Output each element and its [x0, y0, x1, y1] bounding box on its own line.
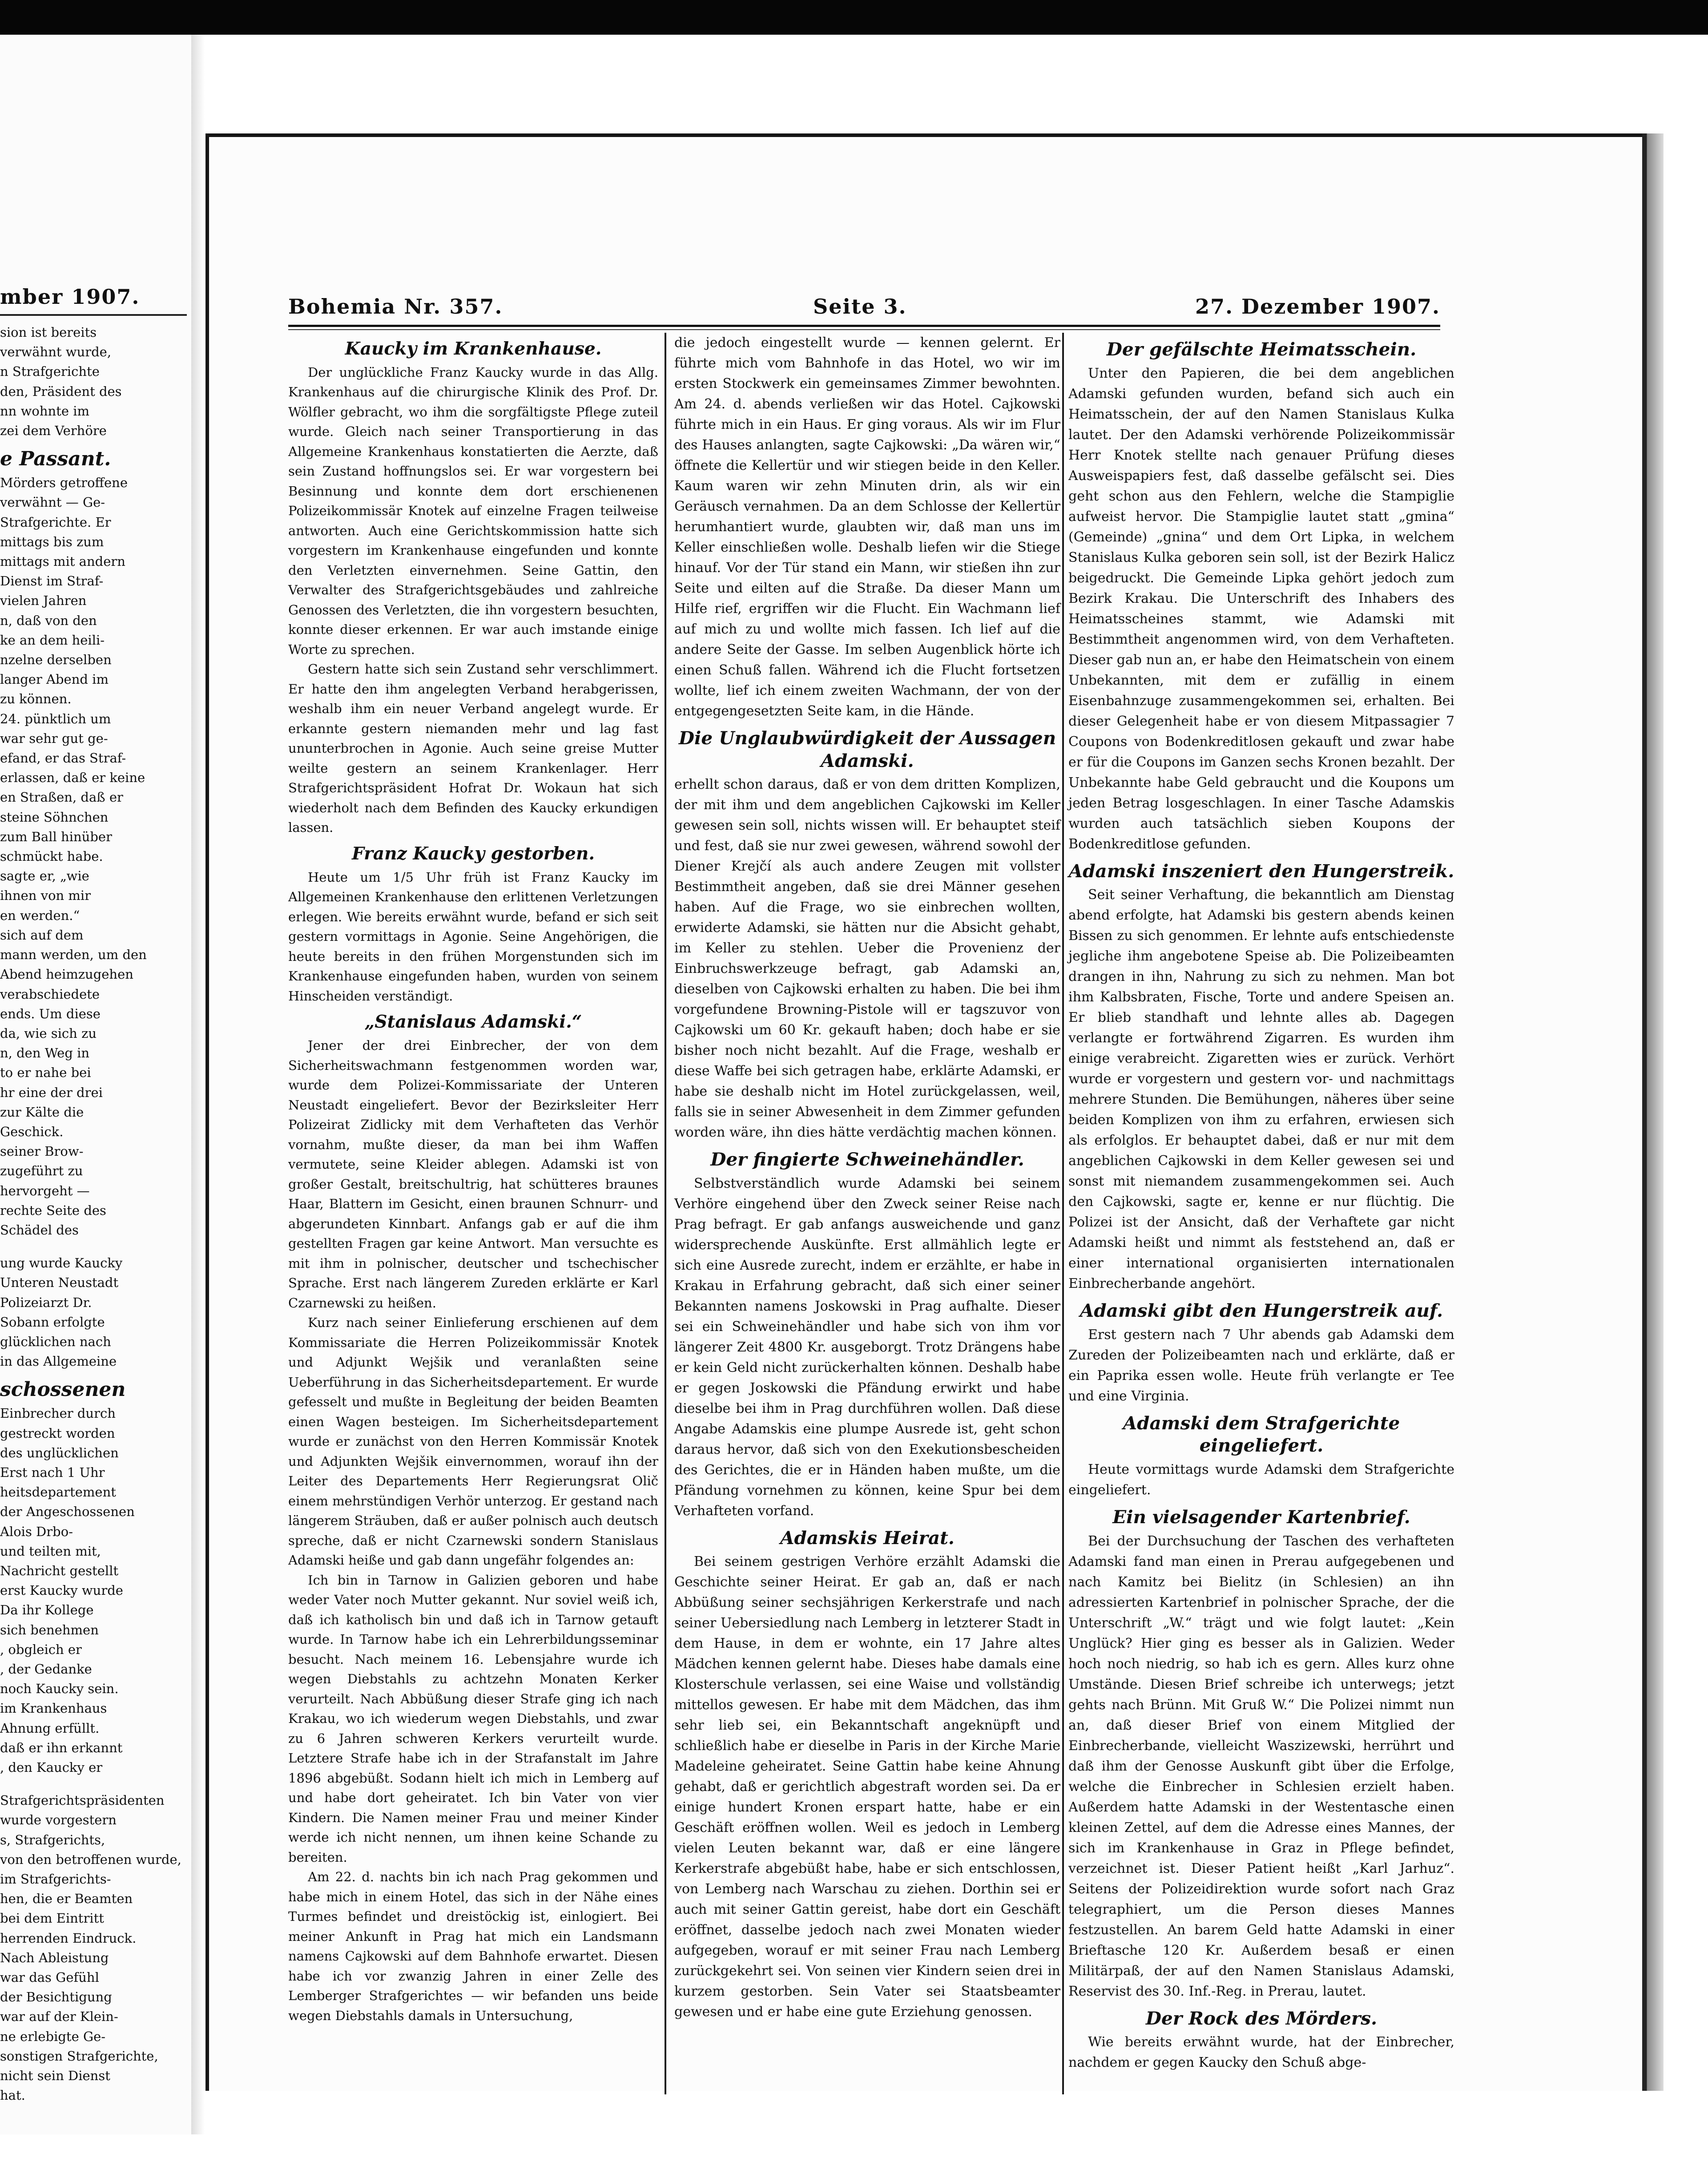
previous-page-text-5: Strafgerichtspräsidenten wurde vorgestern s, Strafgerichts, von den betroffenen wurde, im Strafgerichts- hen, die er Beamten bei dem Eintritt herrenden Eindruck. Nach Ableistung war das Gefühl der Besichtigung war auf der Klein- ne erlebigte Ge- sonstigen Strafgerichte, nicht sein Dienst hat. [0, 1793, 181, 2103]
headline-stanislaus-adamski: „Stanislaus Adamski.“ [364, 1012, 582, 1033]
paragraph: Der unglückliche Franz Kaucky wurde in das Allg. Krankenhaus auf die chirurgische Klinik des Prof. Dr. Wölfler gebracht, wo ihm die sorgfältigste Pflege zuteil wurde. Gleich nach seiner Transportierung in das Allgemeine Krankenhaus konstatierten die Aerzte, daß sein Zustand hoffnungslos sei. Er war vorgestern bei Besinnung und konnte dem dort erschienenen Polizeikommissär Knotek auf einzelne Fragen teilweise antworten. Auch eine Gerichtskommission hatte sich vorgestern im Krankenhause eingefunden und konnte den Verletzten einvernehmen. Seine Gattin, den Verwalter des Strafgerichtsgebäudes und zahlreiche Genossen des Verletzten, die ihn vorgestern besuchten, konnte dieser erkennen. Er war auch imstande einige Worte zu sprechen. [288, 364, 658, 657]
paragraph: Unter den Papieren, die bei dem angeblichen Adamski gefunden wurden, befand sich auch ein Heimatsschein, der auf den Namen Stanislaus Kulka lautet. Der den Adamski verhörende Polizeikommissär Herr Knotek stellte nach genauer Prüfung dieses Ausweispapiers fest, daß dasselbe gefälscht sei. Dies geht schon aus den Fehlern, welche die Stampiglie aufweist hervor. Die Stampiglie lautet statt „gmina“ (Gemeinde) „gnina“ und dem Ort Lipka, in welchem Stanislaus Kulka geboren sein soll, ist der Bezirk Halicz beigedruckt. Die Gemeinde Lipka gehört jedoch zum Bezirk Krakau. Die Unterschrift des Inhabers des Heimatsscheines stammt, wie Adamski mit Bestimmtheit angenommen wird, von dem Verhafteten. Dieser gab nun an, er habe den Heimatschein von einem Unbekannten, mit dem er zufällig in einem Eisenbahnzuge zusammengekommen sei, erhalten. Bei dieser Gelegenheit habe er von diesem Mitpassagier 7 Coupons von Bodenkreditlosen gekauft und zwar habe er für die Coupons im Ganzen sechs Kronen bezahlt. Der Unbekannte habe Geld gebraucht und die Koupons um jeden Betrag losgeschlagen. In einer Tasche Adamskis wurden auch tatsächlich sieben Koupons der Bodenkreditlose gefunden. [1068, 365, 1454, 852]
headline-hungerstreik: Adamski inszeniert den Hungerstreik. [1068, 860, 1454, 882]
paragraph: die jedoch eingestellt wurde — kennen gelernt. Er führte mich vom Bahnhofe in das Hotel, wo wir im ersten Stockwerk ein gemeinsames Zimmer bewohnten. Am 24. d. abends verließen wir das Hotel. Cajkowski führte mich in ein Haus. Er ging voraus. Als wir im Flur des Hauses anlangten, sagte Cajkowski: „Da wären wir,“ öffnete die Kellertür und wir stiegen beide in den Keller. Kaum waren wir zehn Minuten drin, als wir ein Geräusch vernahmen. Da an dem Schlosse der Kellertür herumhantiert wurde, glaubten wir, daß man uns im Keller einschließen wolle. Deshalb liefen wir die Stiege hinauf. Vor der Tür stand ein Mann, wir stießen ihn zur Seite und eilten auf die Straße. Da dieser Mann um Hilfe rief, ergriffen wir die Flucht. Ein Wachmann lief auf mich zu und wollte mich fassen. Ich lief auf die andere Seite der Gasse. Im selben Augenblick hörte ich einen Schuß fallen. Während ich die Flucht fortsetzen wollte, lief ich einem zweiten Wachmann, der von der entgegengesetzten Seite kam, in die Hände. [674, 335, 1060, 719]
previous-page-column [0, 323, 187, 2105]
page-date: 27. Dezember 1907. [1195, 294, 1440, 319]
masthead-issue: Bohemia Nr. 357. [288, 294, 503, 319]
paragraph: Bei der Durchsuchung der Taschen des verhafteten Adamski fand man einen in Prerau aufgegebenen und nach Kamitz bei Bielitz (in Schlesien) an ihn adressierten Kartenbrief in polnischer Sprache, der die Unterschrift „W.“ trägt und wie folgt lautet: „Kein Unglück? Hier ging es besser als in Galizien. Weder hoch noch niedrig, so hab ich es gern. Alles kurz ohne Umstände. Diesen Brief schreibe ich unterwegs; jetzt gehts nach Brünn. Mit Gruß W.“ Die Polizei nimmt nun an, daß dieser Brief von einem Mitglied der Einbrecherbande, vielleicht Waszizewski, herrührt und daß ihm der Genosse Auskunft gibt über die Erfolge, welche die Einbrecher in Schlesien erzielt haben. Außerdem hatte Adamski in der Westentasche einen kleinen Zettel, auf dem die Adresse eines Mannes, der sich im Krankenhause in Graz in Pflege befindet, verzeichnet ist. Dieser Patient heißt „Karl Jarhuz“. Seitens der Polizeidirektion wurde sofort nach Graz telegraphiert, um die Person dieses Mannes festzustellen. An barem Geld hatte Adamski in einer Brieftasche 120 Kr. Außerdem besaß er einen Militärpaß, der auf den Namen Stanislaus Adamski, Reservist des 30. Inf.-Reg. in Prerau, lautet. [1068, 1533, 1454, 1999]
paragraph: Heute vormittags wurde Adamski dem Strafgerichte eingeliefert. [1068, 1461, 1454, 1498]
article-column-3 [1068, 333, 1454, 2073]
previous-page-text-4: Einbrecher durch gestreckt worden des unglücklichen Erst nach 1 Uhr heitsdepartement der Angeschossenen Alois Drbo- und teilten mit, Nachricht gestellt erst Kaucky wurde Da ihr Kollege sich benehmen , obgleich er , der Gedanke noch Kaucky sein. im Krankenhaus Ahnung erfüllt. daß er ihn erkannt , den Kaucky er [0, 1406, 135, 1775]
column-rule-2 [1062, 333, 1064, 2094]
paragraph: Erst gestern nach 7 Uhr abends gab Adamski dem Zureden der Polizeibeamten nach und erklärte, daß er ein Paprika essen wolle. Heute früh verlangte er Tee und eine Virginia. [1068, 1327, 1454, 1404]
headline-adamskis-heirat: Adamskis Heirat. [780, 1527, 955, 1549]
page-header [288, 294, 1440, 323]
headline-unglaubwuerdigkeit: Die Unglaubwürdigkeit der Aussagen Adamski. [678, 727, 1056, 771]
paragraph: Am 22. d. nachts bin ich nach Prag gekommen und habe mich in einem Hotel, das sich in der Nähe eines Turmes befindet und dreistöckig ist, einlogiert. Bei meiner Ankunft in Prag hat mich ein Landsmann namens Cajkowski auf dem Bahnhofe erwartet. Diesen habe ich vor zwanzig Jahren in einer Zelle des Lemberger Strafgerichtes — wir befanden uns beide wegen Diebstahls damals in Untersuchung, [288, 1869, 658, 2023]
headline-schweinehaendler: Der fingierte Schweinehändler. [710, 1149, 1024, 1170]
article-column-1 [288, 333, 658, 2025]
headline-heimatsschein: Der gefälschte Heimatsschein. [1106, 339, 1417, 360]
headline-rock-des-moerders: Der Rock des Mörders. [1145, 2007, 1378, 2029]
scanner-top-band [0, 0, 1708, 35]
article-column-2 [674, 333, 1060, 2022]
headline-kaucky-gestorben: Franz Kaucky gestorben. [351, 843, 595, 864]
previous-page-text-2: Mörders getroffene verwähnt — Ge- Strafgerichte. Er mittags bis zum mittags mit andern Dienst im Straf- vielen Jahren n, daß von den ke an dem heili- nzelne derselben langer Abend im zu können. 24. pünktlich um war sehr gut ge- efand, er das Straf- erlassen, daß er keine en Straßen, daß er steine Söhnchen zum Ball hinüber schmückt habe. sagte er, „wie ihnen von mir en werden.“ sich auf dem mann werden, um den Abend heimzugehen verabschiedete ends. Um diese da, wie sich zu n, den Weg in to er nahe bei hr eine der drei zur Kälte die Geschick. seiner Brow- zugeführt zu hervorgeht — rechte Seite des Schädel des [0, 475, 147, 1238]
previous-page-header-rule [0, 314, 187, 316]
column-rule-1 [665, 333, 666, 2094]
paragraph: Kurz nach seiner Einlieferung erschienen auf dem Kommissariate die Herren Polizeikommissär Knotek und Adjunkt Wejšik und veranlaßten seine Ueberführung in das Sicherheitsdepartement. Er wurde gefesselt und mußte in Begleitung der beiden Beamten einen Wagen besteigen. Im Sicherheitsdepartement wurde er zunächst von den Herren Kommissär Knotek und Adjunkten Wejšik einvernommen, worauf ihn der Leiter des Departements Herr Regierungsrat Olič einem mehrstündigen Verhör unterzog. Er gestand nach längerem Sträuben, daß er außer polnisch auch deutsch spreche, daß er nicht Czarnewski sondern Stanislaus Adamski heiße und gab dann ungefähr folgendes an: [288, 1315, 658, 1568]
headline-hungerstreik-auf: Adamski gibt den Hungerstreik auf. [1080, 1300, 1443, 1322]
headline-strafgericht: Adamski dem Strafgerichte eingeliefert. [1123, 1412, 1400, 1456]
paragraph: Wie bereits erwähnt wurde, hat der Einbrecher, nachdem er gegen Kaucky den Schuß abge- [1068, 2034, 1454, 2071]
previous-page-text-1: sion ist bereits verwähnt wurde, n Strafgerichte den, Präsident des nn wohnte im zei dem Verhöre [0, 325, 122, 439]
paragraph: Selbstverständlich wurde Adamski bei seinem Verhöre eingehend über den Zweck seiner Reise nach Prag befragt. Er gab anfangs ausweichende und ganz widersprechende Auskünfte. Erst allmählich legte er sich eine Ausrede zurecht, indem er erzählte, er habe in Krakau in Erfahrung gebracht, daß sich einer seiner Bekannten namens Joskowski in Prag aufhalte. Dieser sei ein Schweinehändler und habe sich von ihm vor längerer Zeit 4800 Kr. ausgeborgt. Trotz Drängens habe er kein Geld nicht zurückerhalten können. Deshalb habe er gegen Joskowski die Pfändung erwirkt und habe dieselbe bei ihm in Prag durchführen wollen. Daß diese Angabe Adamskis eine plumpe Ausrede ist, geht schon daraus hervor, daß sich von den Exekutionsbescheiden des Gerichtes, die er in Händen haben mußte, um die Pfändung vornehmen zu können, keine Spur bei dem Verhafteten vorfand. [674, 1175, 1060, 1519]
header-rule-thin [288, 329, 1440, 330]
headline-kaucky-krankenhaus: Kaucky im Krankenhause. [345, 339, 602, 359]
paragraph: Heute um 1/5 Uhr früh ist Franz Kaucky im Allgemeinen Krankenhause den erlittenen Verletzungen erlegen. Wie bereits erwähnt wurde, befand er sich seit gestern vormittags in Agonie. Seine Angehörigen, die heute bereits in den frühen Morgenstunden sich im Krankenhause eingefunden haben, wurden von seinem Hinscheiden verständigt. [288, 869, 658, 1004]
page-right-edge [1642, 133, 1664, 2091]
paragraph: Ich bin in Tarnow in Galizien geboren und habe weder Vater noch Mutter gekannt. Nur soviel weiß ich, daß ich katholisch bin und daß ich in Tarnow getauft wurde. In Tarnow habe ich ein Lehrerbildungsseminar besucht. Nach meinem 16. Lebensjahre wurde ich wegen Diebstahls zu achtzehn Monaten Kerker verurteilt. Nach Abbüßung dieser Strafe ging ich nach Krakau, wo ich wiederum wegen Diebstahls, und zwar zu 6 Jahren schweren Kerkers verurteilt wurde. Letztere Strafe habe ich in der Strafanstalt im Jahre 1896 abgebüßt. Sodann hielt ich mich in Lemberg auf und habe dort geheiratet. Ich bin Vater von vier Kindern. Die Namen meiner Frau und meiner Kinder werde ich nicht nennen, um ihnen keine Schande zu bereiten. [288, 1572, 658, 1865]
paragraph: Gestern hatte sich sein Zustand sehr verschlimmert. Er hatte den ihm angelegten Verband herabgerissen, weshalb ihm ein neuer Verband angelegt wurde. Er erkannte gestern niemanden mehr und lag fast ununterbrochen in Agonie. Auch seine greise Mutter weilte gestern an seinem Krankenlager. Herr Strafgerichtspräsident Hofrat Dr. Wokaun hat sich wiederholt nach dem Befinden des Kaucky erkundigen lassen. [288, 661, 658, 835]
previous-page-heading-erschossenen: schossenen [0, 1378, 126, 1401]
paragraph: Seit seiner Verhaftung, die bekanntlich am Dienstag abend erfolgte, hat Adamski bis gestern abends keinen Bissen zu sich genommen. Er lehnte aufs entschiedenste jegliche ihm angebotene Speise ab. Die Polizeibeamten drangen in ihn, Nahrung zu sich zu nehmen. Man bot ihm Kalbsbraten, Fische, Torte und andere Speisen an. Er blieb standhaft und lehnte alles ab. Dagegen verlangte er fortwährend Zigarren. Es wurden ihm einige verabreicht. Zigaretten wies er zurück. Verhört wurde er vorgestern und gestern vor- und nachmittags mehrere Stunden. Die Bemühungen, näheres über seine beiden Komplizen von ihm zu erfahren, erwiesen sich als erfolglos. Er behauptet dabei, daß er nur mit dem angeblichen Cajkowski in dem Keller gewesen sei und sonst mit niemandem zusammengekommen sei. Auch den Cajkowski, sagte er, kenne er nur flüchtig. Die Polizei ist der Ansicht, daß der Verhaftete gar nicht Adamski heißt und nimmt als feststehend an, daß er einer international organisierten internationalen Einbrecherbande angehört. [1068, 887, 1454, 1292]
page-number: Seite 3. [813, 294, 907, 319]
previous-page-heading-passant: e Passant. [0, 448, 111, 471]
headline-kartenbrief: Ein vielsagender Kartenbrief. [1112, 1506, 1410, 1528]
header-rule [288, 325, 1440, 327]
page-gutter-shadow [191, 35, 205, 2134]
paragraph: erhellt schon daraus, daß er von dem dritten Komplizen, der mit ihm und dem angeblichen Cajkowski im Keller gewesen sein soll, nichts wissen will. Er behauptet steif und fest, daß sie nur zwei gewesen, während sowohl der Diener Krejčí als auch andere Zeugen mit vollster Bestimmtheit angeben, daß sie drei Männer gesehen haben. Auf die Frage, wo sie einbrechen wollten, erwiderte Adamski, sie hätten nur die Absicht gehabt, im Keller zu stehlen. Ueber die Provenienz der Einbruchswerkzeuge befragt, gab Adamski an, dieselben von Cajkowski erhalten zu haben. Die bei ihm vorgefundene Browning-Pistole will er tagszuvor von Cajkowski um 60 Kr. gekauft haben; doch habe er sie bisher noch nicht bezahlt. Auf die Frage, weshalb er diese Waffe bei sich getragen habe, erklärte Adamski, er habe sie deshalb nicht im Hotel zurückgelassen, weil, falls sie in seiner Abwesenheit in dem Zimmer gefunden worden wäre, ihn dies hätte verdächtig machen können. [674, 777, 1060, 1141]
paragraph: Bei seinem gestrigen Verhöre erzählt Adamski die Geschichte seiner Heirat. Er gab an, daß er nach Abbüßung seiner sechsjährigen Kerkerstrafe und nach seiner Uebersiedlung nach Lemberg in letzterer Stadt in dem Hause, in dem er wohnte, ein 17 Jahre altes Mädchen kennen gelernt habe. Dieses habe damals eine Klosterschule verlassen, sei eine Waise und vollständig mittellos gewesen. Er habe mit dem Mädchen, das ihm sehr lieb sei, ein Bekanntschaft angeknüpft und schließlich habe er dieselbe in Paris in der Kirche Marie Madeleine geheiratet. Seine Gattin habe keine Ahnung gehabt, daß er gerichtlich abgestraft worden sei. Da er einige hundert Kronen erspart hatte, habe er ein Geschäft eröffnen wollen. Weil es jedoch in Lemberg vielen Leuten bekannt war, daß er eine längere Kerkerstrafe abgebüßt habe, habe er sich entschlossen, von Lemberg nach Warschau zu ziehen. Dorthin sei er auch mit seiner Gattin gereist, habe dort ein Geschäft eröffnet, dasselbe jedoch nach zwei Monaten wieder aufgegeben, worauf er mit seiner Frau nach Lemberg zurückgekehrt sei. Von seinen vier Kindern seien drei in kurzem gestorben. Sein Vater sei Staatsbeamter gewesen und er habe eine gute Erziehung genossen. [674, 1554, 1060, 2020]
previous-page-text-3: ung wurde Kaucky Unteren Neustadt Polizeiarzt Dr. Sobann erfolgte glücklichen nach in das Allgemeine [0, 1255, 123, 1369]
paragraph: Jener der drei Einbrecher, der von dem Sicherheitswachmann festgenommen worden war, wurde dem Polizei-Kommissariate der Unteren Neustadt eingeliefert. Bevor der Bezirksleiter Herr Polizeirat Zidlicky mit dem Verhafteten das Verhör vornahm, mußte dieser, da man bei ihm Waffen vermutete, seine Kleider ablegen. Adamski ist von großer Gestalt, breitschultrig, hat schütteres braunes Haar, Blattern im Gesicht, einen braunen Schnurr- und abgerundeten Kinnbart. Anfangs gab er auf die ihm gestellten Fragen gar keine Antwort. Man versuchte es mit ihm in polnischer, deutscher und tschechischer Sprache. Erst nach längerem Zureden erklärte er Karl Czarnewski zu heißen. [288, 1038, 658, 1311]
previous-page-header: mber 1907. [0, 285, 140, 309]
